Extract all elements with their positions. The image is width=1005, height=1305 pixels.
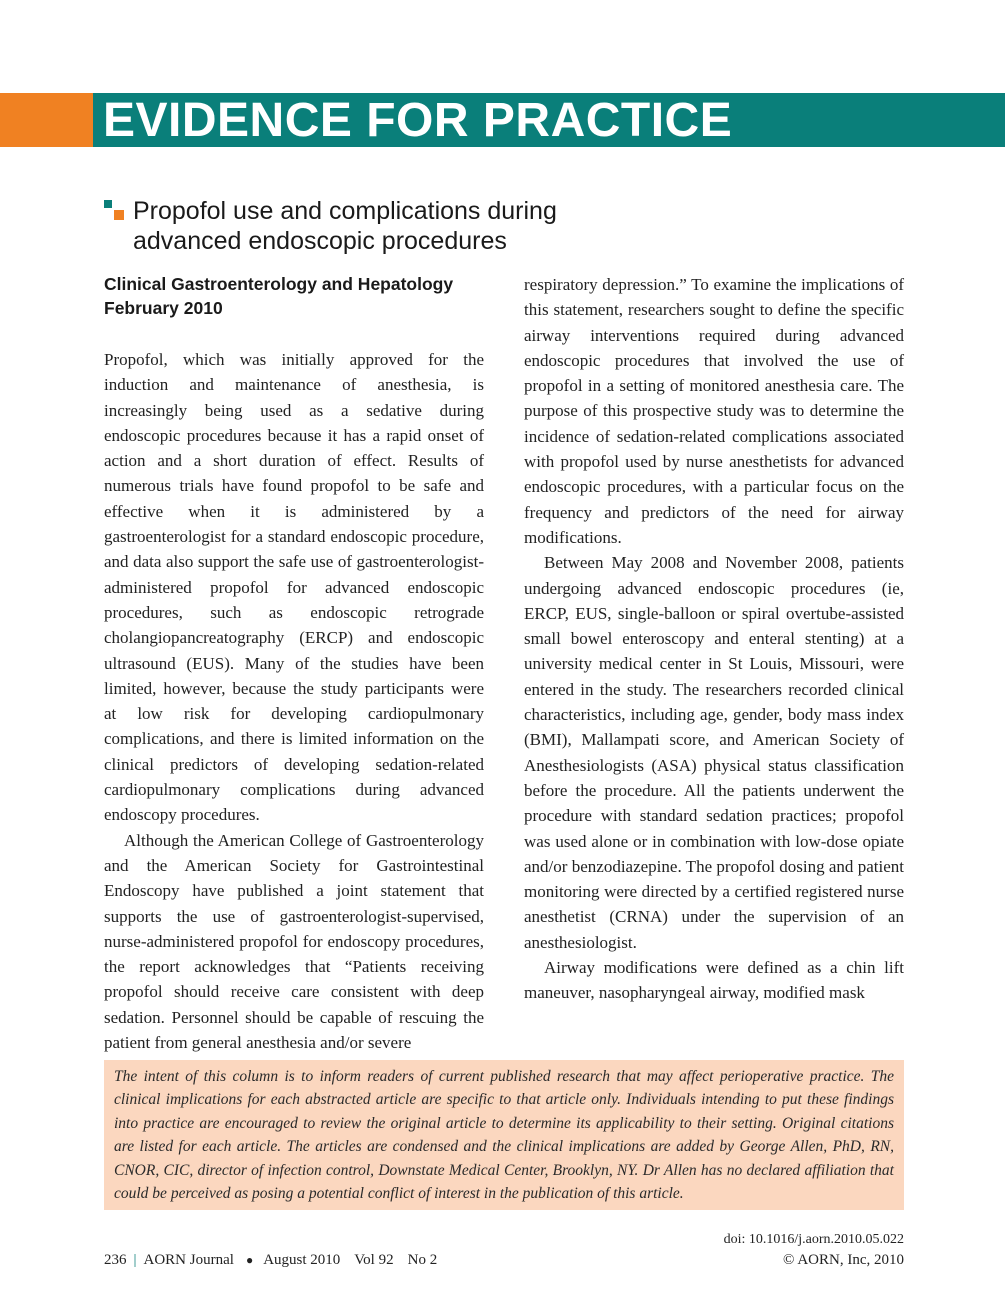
divider: | (133, 1252, 137, 1268)
footer-doi-block (724, 1230, 904, 1270)
issue-date: August 2010 (263, 1252, 341, 1268)
paragraph: Although the American College of Gastroenterology and the American Society for Gastrointestinal Endoscopy have published a joint statement that supports the use of gastroenterologist-supervised, nurse-administered propofol for endoscopy procedures, the report acknowledges that “Patients receiving propofol should receive care consistent with deep sedation. Personnel should be capable of rescuing the patient from general anesthesia and/or severe (104, 830, 484, 1053)
paragraph: Between May 2008 and November 2008, patients undergoing advanced endoscopic procedures (ie, ERCP, EUS, single-balloon or spiral overtube-assisted small bowel enteroscopy and enteral stenting) at a university medical center in St Louis, Missouri, were entered in the study. The researchers recorded clinical characteristics, including age, gender, body mass index (BMI), Mallampati score, and American Society of Anesthesiologists (ASA) physical status classification before the procedure. All the patients underwent the procedure with standard sedation practices; propofol was used alone or in combination with low-dose opiate and/or benzodiazepine. The propofol dosing and patient monitoring were directed by a certified registered nurse anesthetist (CRNA) under the supervision of an anesthesiologist. (524, 553, 904, 952)
article-source (104, 272, 494, 320)
journal-name: AORN Journal (143, 1252, 234, 1268)
issue-number: No 2 (407, 1252, 438, 1268)
volume: Vol 92 (354, 1252, 394, 1268)
paragraph: respiratory depression.” To examine the implications of this statement, researchers sought to define the specific airway interventions required during advanced endoscopic procedures that involved the use of propofol in a setting of monitored anesthesia care. The purpose of this prospective study was to determine the incidence of sedation-related complications associated with propofol used by nurse anesthetists for advanced endoscopic procedures, with a particular focus on the frequency and predictors of the need for airway modifications. (524, 275, 904, 547)
bullet-icon: ● (245, 1253, 254, 1267)
article-title: Propofol use and complications during advanced endoscopic procedures (133, 197, 557, 255)
section-banner (0, 93, 1005, 147)
body-column-left (104, 347, 484, 1055)
paragraph: Airway modifications were defined as a chin lift maneuver, nasopharyngeal airway, modified mask (524, 958, 904, 1003)
page-number: 236 (104, 1252, 127, 1268)
doi: doi: 10.1016/j.aorn.2010.05.022 (723, 1232, 904, 1247)
title-bullet-icon (104, 200, 124, 220)
source-journal: Clinical Gastroenterology and Hepatology (104, 274, 454, 294)
footer-citation (104, 1250, 437, 1270)
column-intent-notice (104, 1060, 904, 1210)
source-date: February 2010 (104, 298, 223, 318)
banner-accent-block (0, 93, 93, 147)
paragraph: Propofol, which was initially approved for the induction and maintenance of anesthesia, is increasingly being used as a sedative during endoscopic procedures because it has a rapid onset of action and a short duration of effect. Results of numerous trials have found propofol to be safe and effective when it is administered by a gastroenterologist for a standard endoscopic procedure, and data also support the safe use of gastroenterologist-administered propofol for advanced endoscopic procedures, such as endoscopic retrograde cholangiopancreatography (ERCP) and endoscopic ultrasound (EUS). Many of the studies have been limited, however, because the study participants were at low risk for developing cardiopulmonary complications, and there is limited information on the clinical predictors of developing sedation-related cardiopulmonary complications during advanced endoscopy procedures. (104, 350, 484, 825)
body-column-right (524, 272, 904, 1006)
notice-text: The intent of this column is to inform readers of current published research that may affect perioperative practice. The clinical implications for each abstracted article are specific to that article only. Individuals intending to put these findings into practice are encouraged to review the original article to determine its applicability to their setting. Original citations are listed for each article. The articles are condensed and the clinical implications are added by George Allen, PhD, RN, CNOR, CIC, director of infection control, Downstate Medical Center, Brooklyn, NY. Dr Allen has no declared affiliation that could be perceived as posing a potential conflict of interest in the publication of this article. (114, 1068, 894, 1203)
section-title: EVIDENCE FOR PRACTICE (103, 94, 733, 147)
copyright: © AORN, Inc, 2010 (783, 1252, 904, 1268)
